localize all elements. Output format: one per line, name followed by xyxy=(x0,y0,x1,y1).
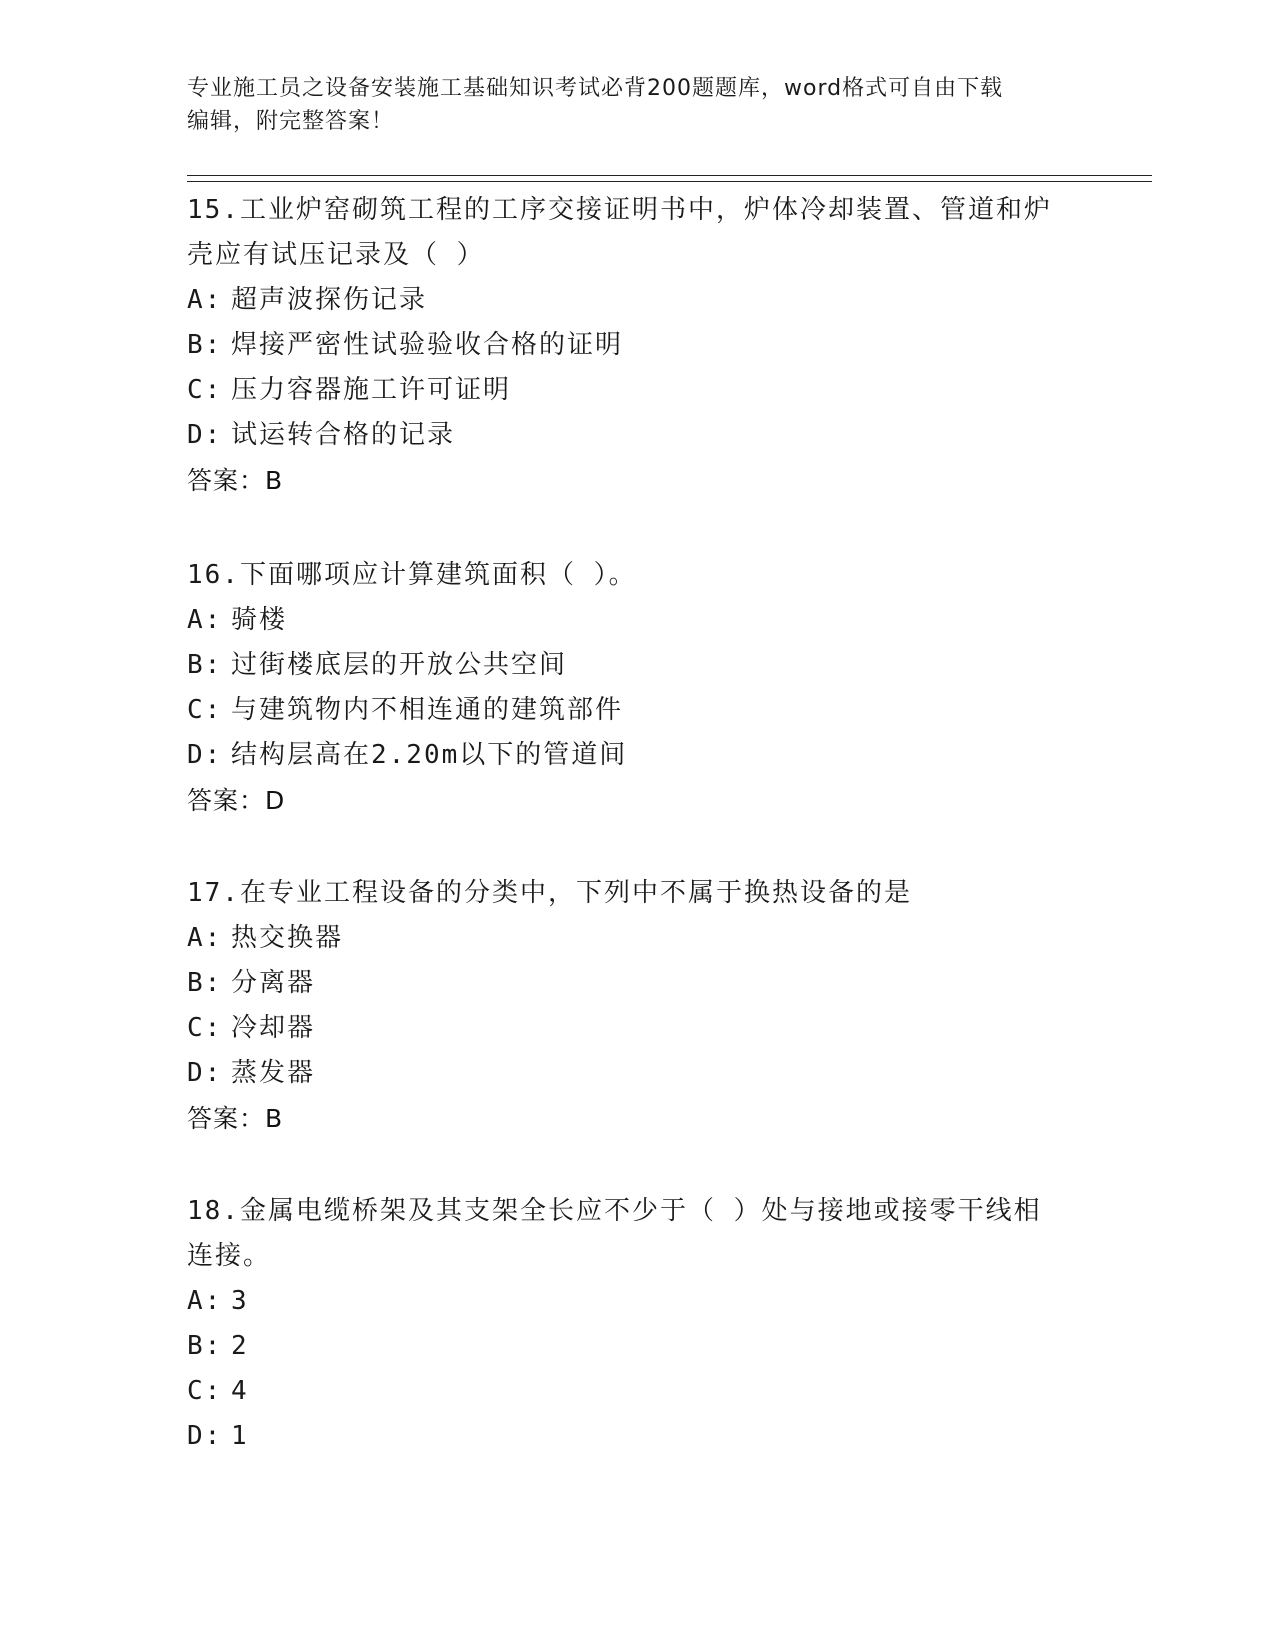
document-header xyxy=(187,72,1087,138)
option-text: 1 xyxy=(231,1421,249,1451)
option-letter: A: xyxy=(187,605,223,635)
option-a xyxy=(187,278,1087,323)
option-d xyxy=(187,1051,1087,1096)
option-c xyxy=(187,688,1087,733)
answer: 答案：B xyxy=(187,466,284,495)
option-c xyxy=(187,368,1087,413)
option-letter: D: xyxy=(187,1421,223,1451)
option-b xyxy=(187,961,1087,1006)
option-letter: A: xyxy=(187,923,223,953)
question-15 xyxy=(187,188,1087,503)
option-letter: C: xyxy=(187,1013,223,1043)
option-letter: A: xyxy=(187,1286,223,1316)
option-letter: C: xyxy=(187,375,223,405)
question-stem-line-2: 连接。 xyxy=(187,1241,272,1271)
option-letter: D: xyxy=(187,1058,223,1088)
option-d xyxy=(187,413,1087,458)
option-text: 冷却器 xyxy=(231,1013,316,1043)
option-text: 分离器 xyxy=(231,968,316,998)
option-letter: C: xyxy=(187,1376,223,1406)
header-line-2: 编辑，附完整答案！ xyxy=(187,109,395,134)
option-letter: D: xyxy=(187,740,223,770)
header-line-1: 专业施工员之设备安装施工基础知识考试必背200题题库，word格式可自由下载 xyxy=(187,76,1004,101)
option-text: 4 xyxy=(231,1376,249,1406)
question-18 xyxy=(187,1189,1087,1459)
option-letter: B: xyxy=(187,968,223,998)
answer: 答案：B xyxy=(187,1104,284,1133)
option-a xyxy=(187,1279,1087,1324)
option-text: 与建筑物内不相连通的建筑部件 xyxy=(231,695,624,725)
question-17 xyxy=(187,871,1087,1141)
option-text: 骑楼 xyxy=(231,605,288,635)
option-text: 2 xyxy=(231,1331,249,1361)
question-stem-line-1: 17.在专业工程设备的分类中，下列中不属于换热设备的是 xyxy=(187,878,912,908)
option-d xyxy=(187,733,1087,778)
question-stem-line-1: 16.下面哪项应计算建筑面积（ ）。 xyxy=(187,560,637,590)
answer: 答案：D xyxy=(187,786,286,815)
option-text: 超声波探伤记录 xyxy=(231,285,428,315)
option-a xyxy=(187,916,1087,961)
option-letter: B: xyxy=(187,330,223,360)
option-b xyxy=(187,323,1087,368)
option-text: 热交换器 xyxy=(231,923,344,953)
question-stem-line-1: 18.金属电缆桥架及其支架全长应不少于（ ）处与接地或接零干线相 xyxy=(187,1196,1042,1226)
option-text: 蒸发器 xyxy=(231,1058,316,1088)
option-text: 3 xyxy=(231,1286,249,1316)
option-letter: C: xyxy=(187,695,223,725)
option-letter: D: xyxy=(187,420,223,450)
header-divider-bottom xyxy=(187,181,1152,182)
option-text: 结构层高在2.20m以下的管道间 xyxy=(231,740,628,770)
option-letter: A: xyxy=(187,285,223,315)
option-letter: B: xyxy=(187,650,223,680)
question-16 xyxy=(187,553,1087,823)
option-text: 过街楼底层的开放公共空间 xyxy=(231,650,568,680)
option-d xyxy=(187,1414,1087,1459)
option-a xyxy=(187,598,1087,643)
option-b xyxy=(187,1324,1087,1369)
question-stem-line-1: 15.工业炉窑砌筑工程的工序交接证明书中，炉体冷却装置、管道和炉 xyxy=(187,195,1052,225)
option-c xyxy=(187,1006,1087,1051)
header-divider-top xyxy=(187,175,1152,176)
option-b xyxy=(187,643,1087,688)
option-text: 试运转合格的记录 xyxy=(231,420,456,450)
option-letter: B: xyxy=(187,1331,223,1361)
option-text: 焊接严密性试验验收合格的证明 xyxy=(231,330,624,360)
option-c xyxy=(187,1369,1087,1414)
question-stem-line-2: 壳应有试压记录及（ ） xyxy=(187,240,485,270)
option-text: 压力容器施工许可证明 xyxy=(231,375,512,405)
